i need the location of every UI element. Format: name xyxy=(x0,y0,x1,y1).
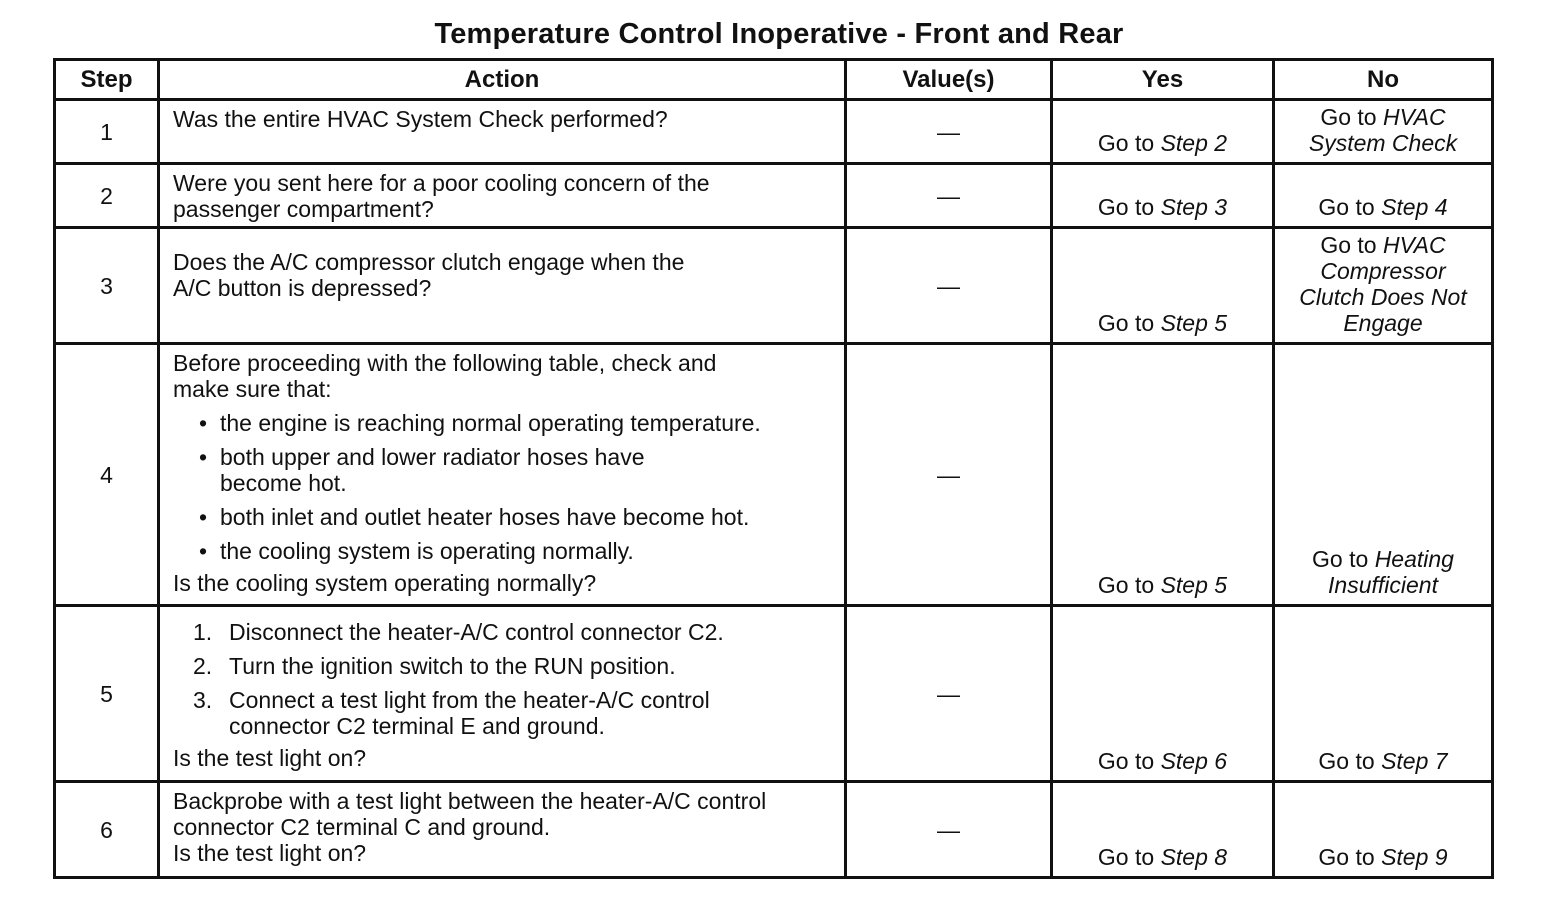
no-prefix: Go to xyxy=(1318,844,1375,870)
value-dash: — xyxy=(937,461,960,488)
yes-target: Step 6 xyxy=(1160,748,1228,774)
table-row-step-1 xyxy=(55,100,1493,164)
step-number: 5 xyxy=(55,606,159,782)
value-dash: — xyxy=(937,182,960,209)
yes-cell xyxy=(1052,782,1274,878)
action-text: Was the entire HVAC System Check performed? xyxy=(173,106,668,132)
yes-target: Step 8 xyxy=(1160,844,1228,870)
header-no: No xyxy=(1274,60,1493,100)
yes-prefix: Go to xyxy=(1097,194,1155,220)
procedure-list xyxy=(173,619,834,739)
yes-target: Step 3 xyxy=(1160,194,1228,220)
no-cell xyxy=(1274,100,1493,164)
value-dash: — xyxy=(937,680,960,707)
list-item xyxy=(173,410,834,436)
bullet-mark: • xyxy=(199,538,208,564)
yes-cell xyxy=(1052,228,1274,344)
no-target: HVAC xyxy=(1383,104,1446,130)
table-row-step-3 xyxy=(55,228,1493,344)
table-row-step-4 xyxy=(55,344,1493,606)
list-item-text: both inlet and outlet heater hoses have become hot. xyxy=(220,504,750,530)
bullet-mark: • xyxy=(199,410,208,436)
value-cell xyxy=(846,782,1052,878)
yes-cell xyxy=(1052,606,1274,782)
value-cell xyxy=(846,100,1052,164)
no-cell xyxy=(1274,164,1493,228)
no-target: System Check xyxy=(1308,130,1458,156)
no-target: Heating xyxy=(1374,546,1454,572)
yes-prefix: Go to xyxy=(1097,130,1155,156)
list-item xyxy=(173,444,834,496)
step-number: 1 xyxy=(55,100,159,164)
action-cell xyxy=(159,100,846,164)
no-cell xyxy=(1274,606,1493,782)
yes-cell xyxy=(1052,100,1274,164)
table-row-step-5 xyxy=(55,606,1493,782)
action-text: Does the A/C compressor clutch engage when the xyxy=(173,249,685,275)
question-text: Is the test light on? xyxy=(173,840,367,866)
value-dash: — xyxy=(937,272,960,299)
action-text: passenger compartment? xyxy=(173,196,434,222)
header-values: Value(s) xyxy=(846,60,1052,100)
bullet-mark: • xyxy=(199,504,208,530)
yes-prefix: Go to xyxy=(1097,572,1155,598)
header-row xyxy=(55,60,1493,100)
check-list xyxy=(173,410,834,564)
list-item-text: both upper and lower radiator hoses have become hot. xyxy=(220,444,645,496)
action-cell xyxy=(159,606,846,782)
table-row-step-2 xyxy=(55,164,1493,228)
yes-target: Step 5 xyxy=(1160,310,1228,336)
value-dash: — xyxy=(937,118,960,145)
no-prefix: Go to xyxy=(1318,194,1375,220)
no-target: Step 7 xyxy=(1381,748,1448,774)
header-yes: Yes xyxy=(1052,60,1274,100)
no-target: Step 4 xyxy=(1381,194,1448,220)
value-cell xyxy=(846,164,1052,228)
header-step: Step xyxy=(55,60,159,100)
list-item xyxy=(173,687,834,739)
step-number: 3 xyxy=(55,228,159,344)
action-text: make sure that: xyxy=(173,376,332,402)
diagnostic-table xyxy=(53,58,1494,879)
list-item-text: the engine is reaching normal operating temperature. xyxy=(220,410,761,436)
yes-prefix: Go to xyxy=(1097,310,1155,336)
question-text: Is the test light on? xyxy=(173,745,367,771)
yes-prefix: Go to xyxy=(1097,748,1155,774)
no-target: Clutch Does Not xyxy=(1299,284,1467,310)
no-cell xyxy=(1274,782,1493,878)
no-cell xyxy=(1274,228,1493,344)
no-target: Insufficient xyxy=(1328,572,1438,598)
header-action: Action xyxy=(159,60,846,100)
list-item-text: Connect a test light from the heater-A/C control connector C2 terminal E and ground. xyxy=(229,687,710,739)
list-item xyxy=(173,619,834,645)
action-cell xyxy=(159,164,846,228)
yes-target: Step 2 xyxy=(1160,130,1228,156)
step-number: 4 xyxy=(55,344,159,606)
action-text: Backprobe with a test light between the heater-A/C control xyxy=(173,788,767,814)
list-item xyxy=(173,538,834,564)
action-text: Were you sent here for a poor cooling concern of the xyxy=(173,170,710,196)
value-cell xyxy=(846,344,1052,606)
value-cell xyxy=(846,606,1052,782)
no-target: Compressor xyxy=(1320,258,1446,284)
no-target: HVAC xyxy=(1383,232,1446,258)
action-text: A/C button is depressed? xyxy=(173,275,432,301)
list-item xyxy=(173,504,834,530)
value-cell xyxy=(846,228,1052,344)
table-row-step-6 xyxy=(55,782,1493,878)
action-text: connector C2 terminal C and ground. xyxy=(173,814,551,840)
no-target: Step 9 xyxy=(1381,844,1448,870)
list-item-text: Disconnect the heater-A/C control connector C2. xyxy=(229,619,724,645)
bullet-mark: • xyxy=(199,444,208,470)
list-number: 3. xyxy=(193,687,213,713)
list-number: 2. xyxy=(193,653,213,679)
action-cell xyxy=(159,782,846,878)
action-cell xyxy=(159,344,846,606)
yes-cell xyxy=(1052,344,1274,606)
value-dash: — xyxy=(937,816,960,843)
question-text: Is the cooling system operating normally? xyxy=(173,570,597,596)
no-cell xyxy=(1274,344,1493,606)
step-number: 6 xyxy=(55,782,159,878)
no-target: Engage xyxy=(1343,310,1423,336)
list-item-text: the cooling system is operating normally. xyxy=(220,538,634,564)
yes-prefix: Go to xyxy=(1097,844,1155,870)
action-text: Before proceeding with the following table, check and xyxy=(173,350,717,376)
step-number: 2 xyxy=(55,164,159,228)
list-number: 1. xyxy=(193,619,213,645)
no-prefix: Go to xyxy=(1320,104,1377,130)
yes-cell xyxy=(1052,164,1274,228)
action-cell xyxy=(159,228,846,344)
no-prefix: Go to xyxy=(1318,748,1375,774)
list-item-text: Turn the ignition switch to the RUN position. xyxy=(229,653,676,679)
page-title: Temperature Control Inoperative - Front and Rear xyxy=(434,18,1124,50)
list-item xyxy=(173,653,834,679)
no-prefix: Go to xyxy=(1320,232,1377,258)
no-prefix: Go to xyxy=(1312,546,1369,572)
yes-target: Step 5 xyxy=(1160,572,1228,598)
